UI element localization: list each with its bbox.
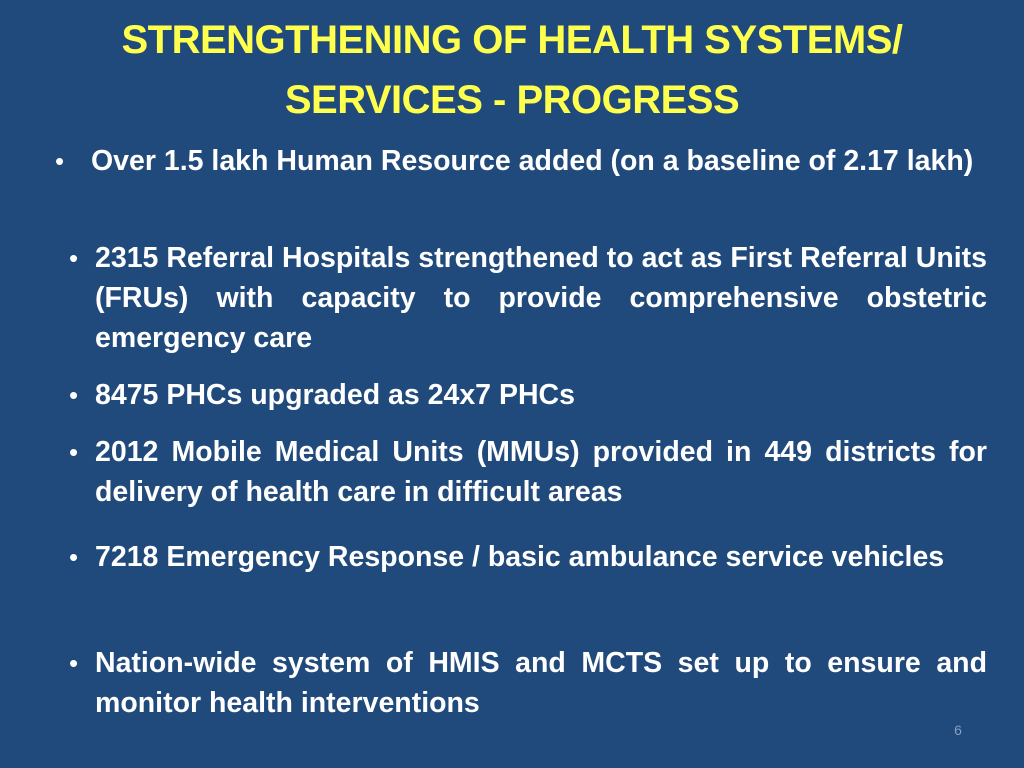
slide-title-line-2: SERVICES - PROGRESS [284,78,740,122]
page-number: 6 [954,722,962,738]
slide-title-line-1: STRENGTHENING OF HEALTH SYSTEMS/ [121,18,903,62]
bullet-item-emergency-response [69,537,987,577]
bullet-text: Over 1.5 lakh Human Resource added (on a baseline of 2.17 lakh) [91,145,974,177]
bullet-text: 7218 Emergency Response / basic ambulance service vehicles [95,541,945,573]
bullet-text: 8475 PHCs upgraded as 24x7 PHCs [95,379,575,411]
bullet-marker: • [69,380,79,410]
bullet-item-mobile-medical-units [69,432,987,512]
bullet-marker: • [69,648,79,678]
bullet-item-human-resource [55,141,987,181]
bullet-marker: • [69,437,79,467]
slide-title [40,10,984,130]
bullet-item-phcs [69,375,987,415]
bullet-marker: • [69,542,79,572]
bullet-item-hmis-mcts [69,643,987,723]
bullet-text: Nation-wide system of HMIS and MCTS set up to ensure and monitor health interventions [95,647,987,719]
bullet-marker: • [55,146,65,176]
bullet-marker: • [69,243,79,273]
bullet-text: 2315 Referral Hospitals strengthened to act as First Referral Units (FRUs) with capacity to provide comprehensive obstetric emergency care [95,242,987,354]
bullet-text: 2012 Mobile Medical Units (MMUs) provided in 449 districts for delivery of health care in difficult areas [95,436,987,508]
bullet-item-referral-hospitals [69,238,987,358]
